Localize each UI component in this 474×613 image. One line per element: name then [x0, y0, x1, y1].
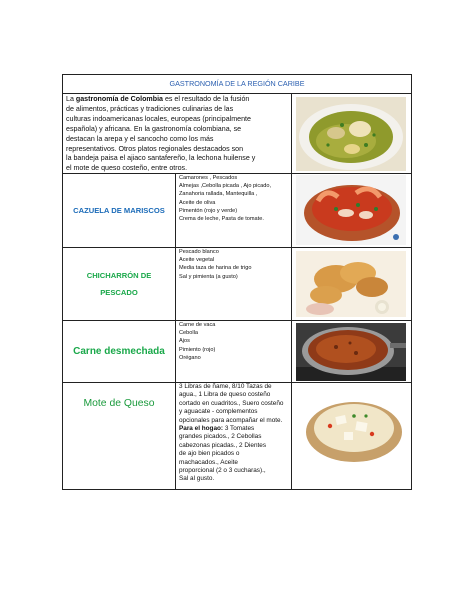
dish-name-chicharron [63, 248, 175, 320]
ingredient-line: Orégano [179, 354, 201, 361]
ingredients-cazuela [177, 174, 291, 247]
ingredient-line: grandes picados., 2 Cebollas [179, 433, 262, 441]
ingredient-line: machacados., Aceite [179, 458, 238, 466]
dish-name-carne [63, 321, 175, 382]
sancocho-soup-photo [296, 97, 406, 171]
intro-line: la bandeja paisa el ajiaco santafereño, la lechona huilense y [66, 154, 256, 163]
intro-line: el mote de queso costeño, entre otros. [66, 164, 188, 173]
chicharron-de-pescado-photo [296, 251, 406, 317]
ingredient-line: Almejas ,Cebolla picada , Ajo picado, [179, 183, 272, 190]
ingredients-mote [177, 383, 291, 490]
dish-title: Mote de Queso [83, 397, 155, 409]
cazuela-de-mariscos-photo [296, 175, 406, 245]
dish-name-mote [63, 383, 175, 423]
dish-title: Carne desmechada [73, 346, 165, 357]
dish-title-line: PESCADO [100, 288, 138, 297]
ingredients-carne [177, 321, 291, 382]
ingredient-line: Camarones , Pescados [179, 175, 238, 181]
intro-paragraph [66, 95, 290, 174]
ingredient-line: Cebolla [179, 330, 198, 337]
carne-desmechada-photo [296, 323, 406, 381]
ingredient-line: opcionales para acompañar el mote. [179, 416, 283, 424]
ingredient-line: Pimentón (rojo y verde) [179, 207, 238, 214]
intro-bold-term: gastronomía de Colombia [75, 95, 163, 103]
row-divider [63, 93, 411, 94]
ingredient-line: Sal y pimienta (a gusto) [179, 273, 238, 280]
ingredient-line: Media taza de harina de trigo [179, 265, 252, 272]
intro-line: de alimentos, prácticas y tradiciones culinarias de las [66, 104, 234, 113]
column-divider [291, 93, 292, 489]
intro-line: destacan la arepa y el sancocho como los más [66, 134, 214, 143]
ingredient-line: cortado en cuadritos., Suero costeño [179, 399, 284, 407]
ingredient-line: Ajos [179, 338, 190, 345]
ingredient-line: agua., 1 Libra de queso costeño [179, 391, 271, 399]
ingredient-line: 3 Tomates [224, 425, 255, 433]
ingredients-chicharron [177, 248, 291, 320]
ingredient-line: Zanahoria rallada, Mantequilla , [179, 191, 258, 198]
column-divider [175, 173, 176, 489]
intro-line: representativos. Otros platos regionales destacados son [66, 144, 244, 153]
intro-line: es el resultado de la fusión [164, 95, 250, 103]
ingredient-line: Carne de vaca [179, 322, 216, 328]
ingredient-line: Pescado blanco [179, 249, 219, 255]
dish-title: CAZUELA DE MARISCOS [73, 206, 165, 215]
dish-name-cazuela [63, 174, 175, 247]
mote-de-queso-photo [296, 386, 406, 466]
ingredient-line: Aceite de oliva [179, 199, 216, 206]
dish-title-line: CHICHARRÓN DE [86, 271, 152, 280]
ingredient-line: de ajo bien picados o [179, 450, 240, 458]
intro-line: española) y africana. En la gastronomía colombiana, se [66, 124, 242, 133]
ingredient-line: Sal al gusto. [179, 475, 215, 483]
ingredient-line: Aceite vegetal [179, 257, 215, 264]
ingredient-line: y aguacate - complementos [179, 408, 258, 416]
table-title: GASTRONOMÍA DE LA REGIÓN CARIBE [169, 79, 305, 88]
gastronomy-table [62, 74, 412, 490]
hogao-label: Para el hogao: [179, 425, 224, 433]
intro-prefix: La [66, 95, 76, 103]
ingredient-line: 3 Libras de ñame, 8/10 Tazas de [179, 383, 272, 390]
ingredient-line: proporcional (2 o 3 cucharas)., [179, 467, 266, 475]
ingredient-line: cabezonas picadas., 2 Dientes [179, 441, 267, 449]
ingredient-line: Crema de leche, Pasta de tomate. [179, 216, 264, 223]
intro-line: culturas indoamericanas locales, europeas (principalmente [66, 114, 251, 123]
ingredient-line: Pimiento (rojo) [179, 346, 216, 353]
